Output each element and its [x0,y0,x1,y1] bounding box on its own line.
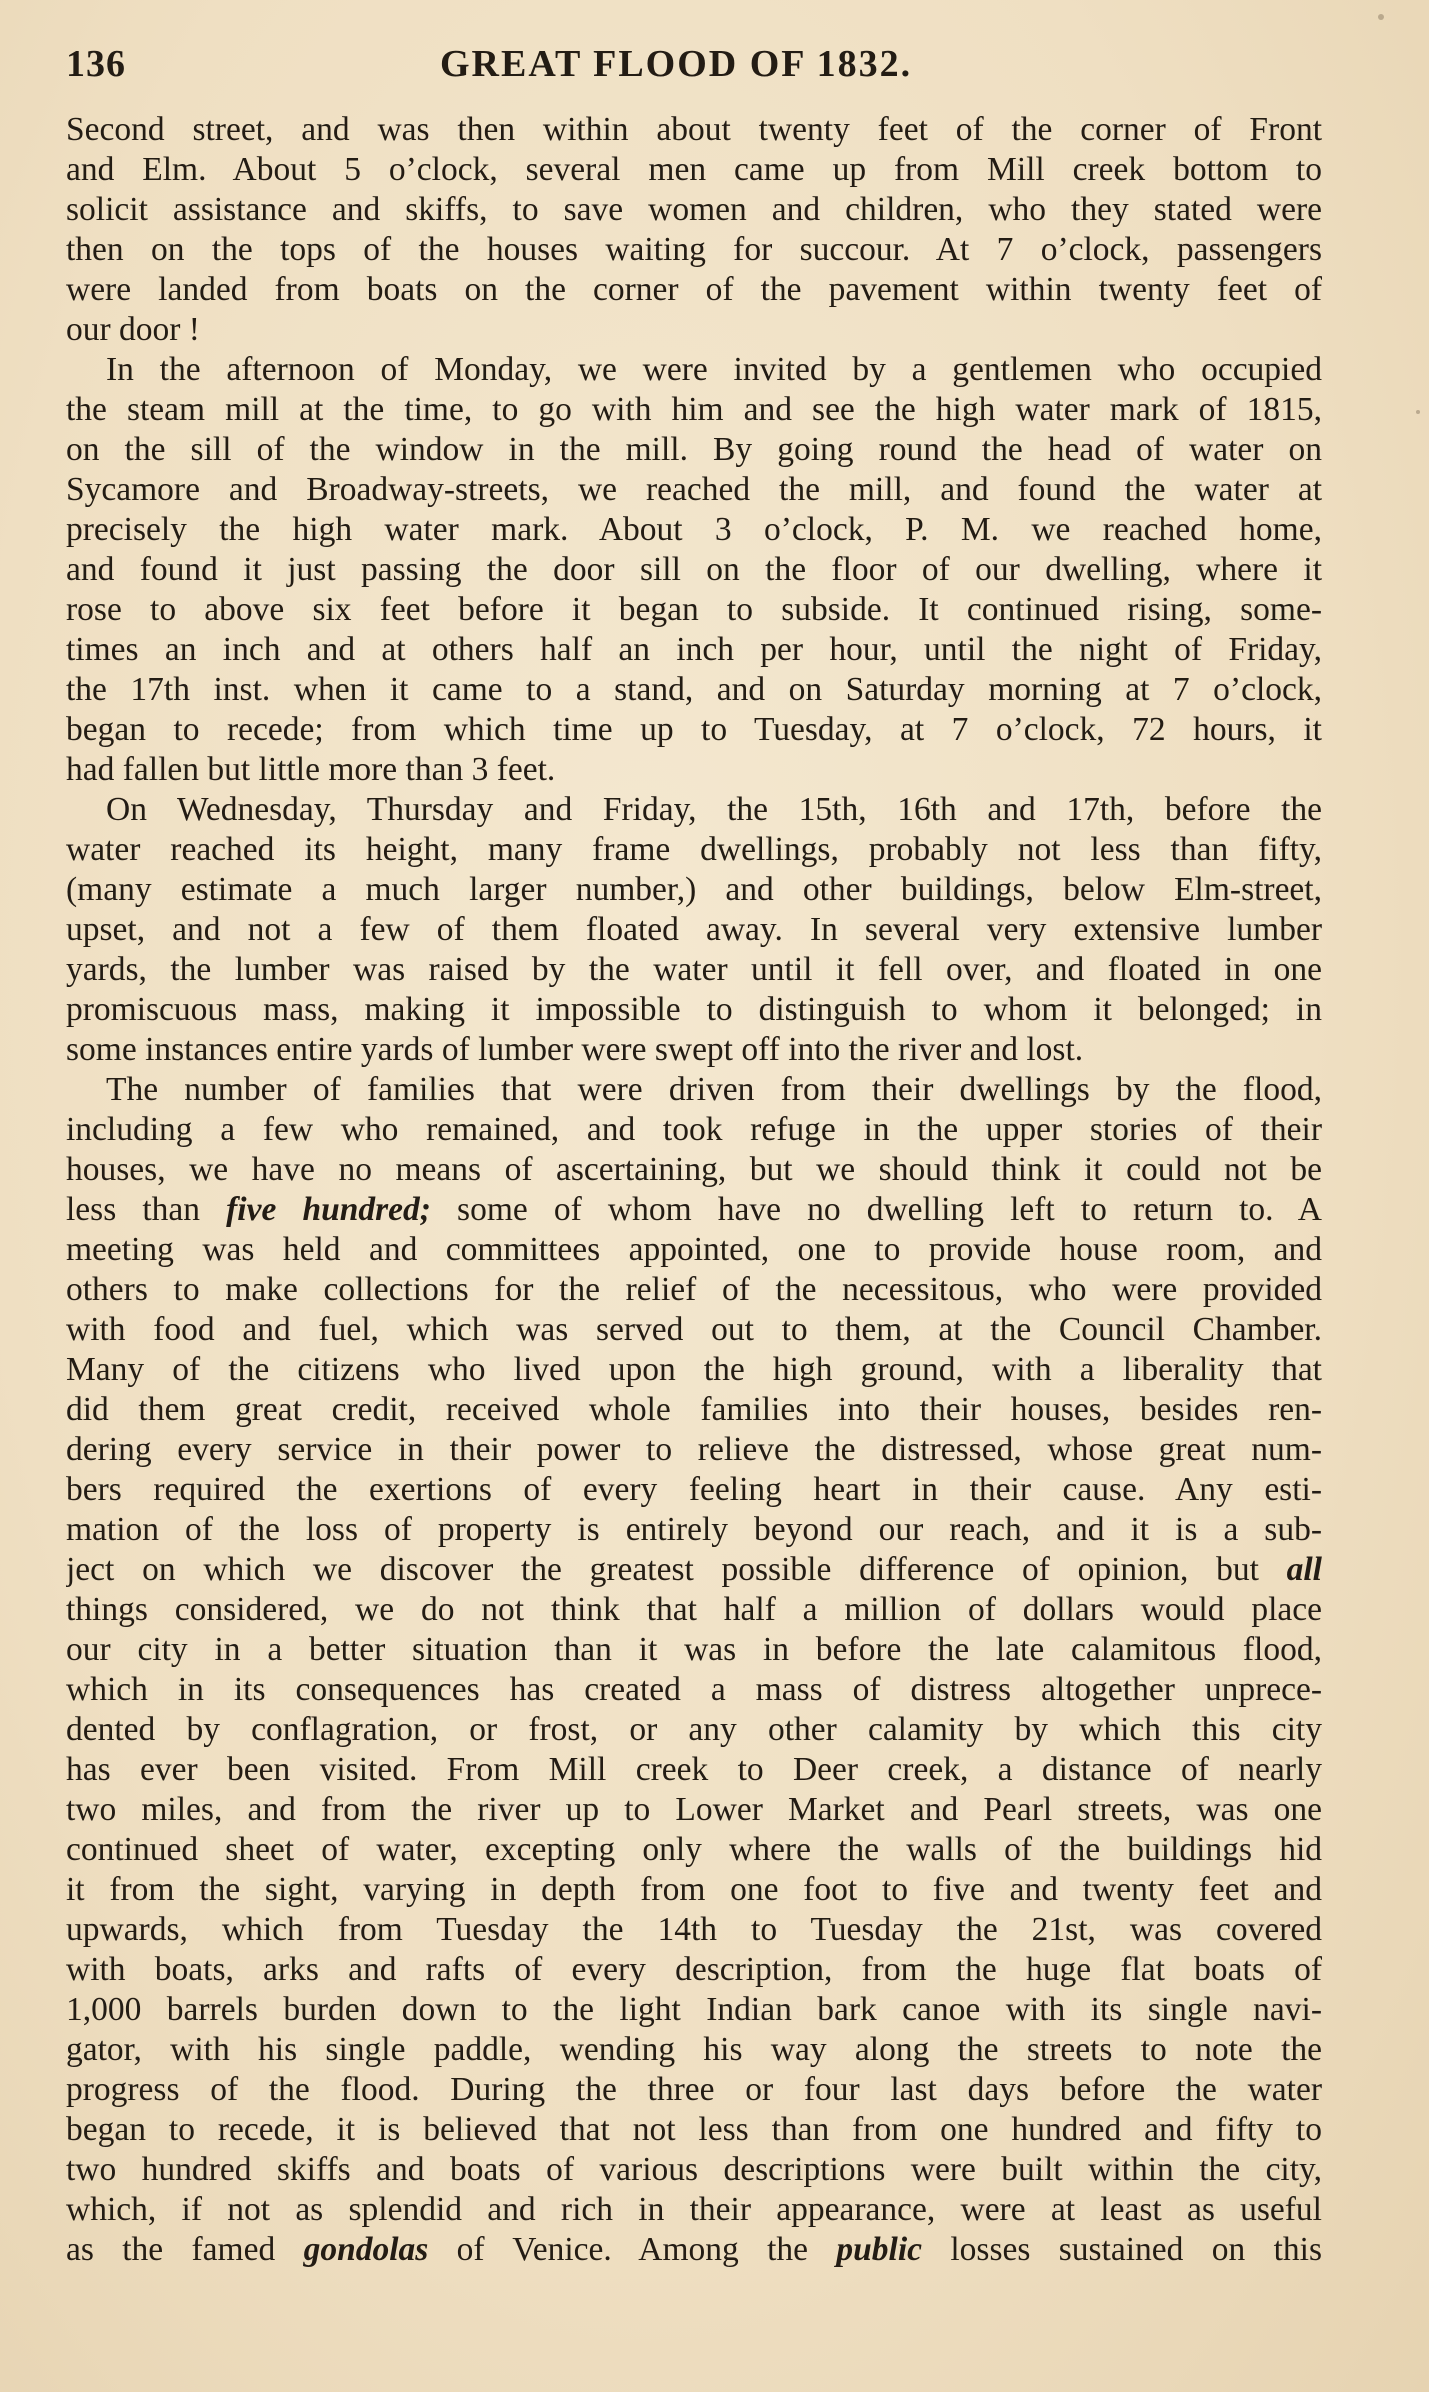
text-line [66,2230,1322,2270]
italic-emphasis: public [836,2231,923,2268]
text-line: two miles, and from the river up to Lower Market and Pearl streets, was one [66,1791,1322,1828]
text-line: things considered, we do not think that half a million of dollars would place [66,1591,1322,1628]
text-line: had fallen but little more than 3 feet. [66,751,556,788]
text-run: less than [66,1191,227,1228]
text-line: precisely the high water mark. About 3 o’clock, P. M. we reached home, [66,511,1322,548]
text-line: began to recede, it is believed that not less than from one hundred and fifty to [66,2111,1322,2148]
text-line: promiscuous mass, making it impossible to distinguish to whom it belonged; in [66,991,1322,1028]
text-line: and found it just passing the door sill on the floor of our dwelling, where it [66,551,1322,588]
text-line: began to recede; from which time up to Tuesday, at 7 o’clock, 72 hours, it [66,711,1322,748]
text-run: ject on which we discover the greatest possible difference of opinion, but [66,1551,1287,1588]
text-line: did them great credit, received whole families into their houses, besides ren- [66,1391,1322,1428]
text-line: the steam mill at the time, to go with him and see the high water mark of 1815, [66,391,1322,428]
text-line: houses, we have no means of ascertaining, but we should think it could not be [66,1151,1322,1188]
text-run: some of whom have no dwelling left to return to. A [430,1191,1322,1228]
text-line: On Wednesday, Thursday and Friday, the 15th, 16th and 17th, before the [106,791,1322,828]
text-line: dering every service in their power to relieve the distressed, whose great num- [66,1431,1322,1468]
text-line: The number of families that were driven from their dwellings by the flood, [106,1071,1322,1108]
text-line: yards, the lumber was raised by the water until it fell over, and floated in one [66,951,1322,988]
text-line: mation of the loss of property is entirely beyond our reach, and it is a sub- [66,1511,1322,1548]
text-line: gator, with his single paddle, wending his way along the streets to note the [66,2031,1322,2068]
text-line: it from the sight, varying in depth from one foot to five and twenty feet and [66,1871,1322,1908]
text-line: two hundred skiffs and boats of various descriptions were built within the city, [66,2151,1322,2188]
page-blemish [1416,410,1420,414]
text-line: meeting was held and committees appointed, one to provide house room, and [66,1231,1322,1268]
text-line: dented by conflagration, or frost, or any other calamity by which this city [66,1711,1322,1748]
text-line: Second street, and was then within about twenty feet of the corner of Front [66,111,1322,148]
text-line: including a few who remained, and took refuge in the upper stories of their [66,1111,1322,1148]
text-line: (many estimate a much larger number,) and other buildings, below Elm-street, [66,871,1322,908]
text-line: Many of the citizens who lived upon the high ground, with a liberality that [66,1351,1322,1388]
text-line: then on the tops of the houses waiting for succour. At 7 o’clock, passengers [66,231,1322,268]
text-run: losses sustained on this [922,2231,1322,2268]
text-line: In the afternoon of Monday, we were invited by a gentlemen who occupied [106,351,1322,388]
text-run: as the famed [66,2231,304,2268]
text-line: rose to above six feet before it began to subside. It continued rising, some- [66,591,1322,628]
text-line: times an inch and at others half an inch per hour, until the night of Friday, [66,631,1322,668]
text-line: bers required the exertions of every feeling heart in their cause. Any esti- [66,1471,1322,1508]
italic-emphasis: five hundred; [226,1191,431,1228]
text-line: progress of the flood. During the three or four last days before the water [66,2071,1322,2108]
text-line: has ever been visited. From Mill creek to Deer creek, a distance of nearly [66,1751,1322,1788]
text-line: with boats, arks and rafts of every description, from the huge flat boats of [66,1951,1322,1988]
text-line: were landed from boats on the corner of the pavement within twenty feet of [66,271,1322,308]
page-blemish [1378,14,1384,20]
text-line: some instances entire yards of lumber were swept off into the river and lost. [66,1031,1084,1068]
text-line: the 17th inst. when it came to a stand, and on Saturday morning at 7 o’clock, [66,671,1322,708]
text-line: upwards, which from Tuesday the 14th to Tuesday the 21st, was covered [66,1911,1322,1948]
text-line: our city in a better situation than it was in before the late calamitous flood, [66,1631,1322,1668]
text-line: with food and fuel, which was served out to them, at the Council Chamber. [66,1311,1322,1348]
page-number: 136 [66,43,126,85]
italic-emphasis: all [1286,1551,1322,1588]
text-line: continued sheet of water, excepting only where the walls of the buildings hid [66,1831,1322,1868]
text-line: upset, and not a few of them floated away. In several very extensive lumber [66,911,1322,948]
text-line: on the sill of the window in the mill. By going round the head of water on [66,431,1322,468]
text-line: which in its consequences has created a mass of distress altogether unprece- [66,1671,1322,1708]
text-line: solicit assistance and skiffs, to save women and children, who they stated were [66,191,1322,228]
text-line: Sycamore and Broadway-streets, we reached the mill, and found the water at [66,471,1322,508]
text-line: 1,000 barrels burden down to the light Indian bark canoe with its single navi- [66,1991,1322,2028]
body-text [66,110,1322,2270]
running-head: GREAT FLOOD OF 1832. [440,43,913,85]
italic-emphasis: gondolas [303,2231,429,2268]
text-line [66,1550,1322,1590]
page-header [66,42,1332,94]
text-line: others to make collections for the relief of the necessitous, who were provided [66,1271,1322,1308]
text-line [66,1190,1322,1230]
text-line: and Elm. About 5 o’clock, several men came up from Mill creek bottom to [66,151,1322,188]
text-line: which, if not as splendid and rich in their appearance, were at least as useful [66,2191,1322,2228]
text-run: of Venice. Among the [428,2231,837,2268]
text-line: water reached its height, many frame dwellings, probably not less than fifty, [66,831,1322,868]
text-line: our door ! [66,311,200,348]
